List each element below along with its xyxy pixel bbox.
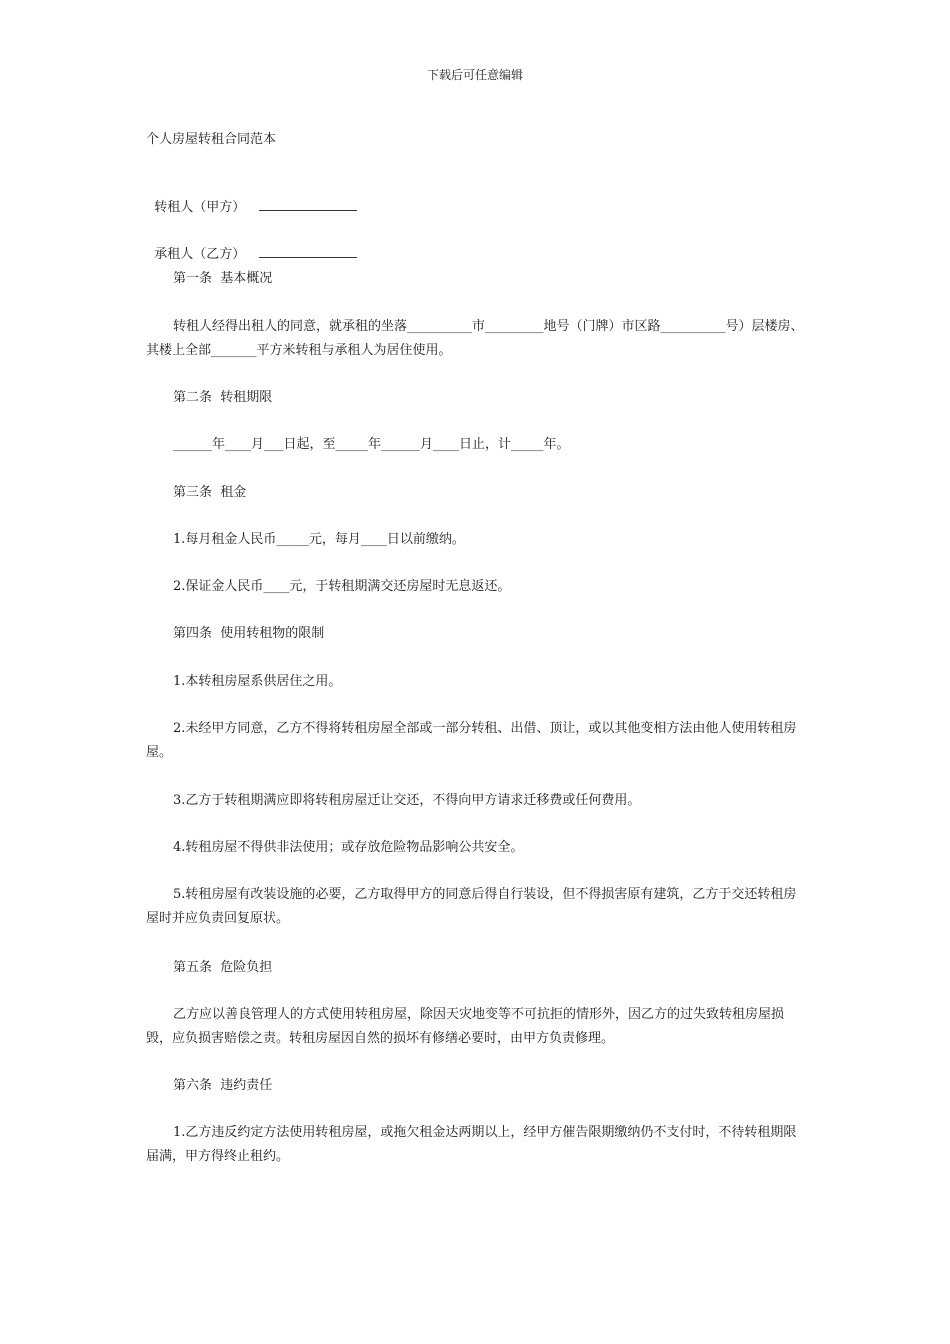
article-4-item-2: 2.未经甲方同意，乙方不得将转租房屋全部或一部分转租、出借、顶让，或以其他变相方法由他人使用转租房屋。 — [146, 721, 797, 760]
sublessor-blank — [259, 200, 357, 211]
article-4-heading: 第四条 使用转租物的限制 — [173, 626, 325, 641]
page-header: 下载后可任意编辑 — [426, 68, 523, 82]
article-3-item-1: 1.每月租金人民币_____元，每月____日以前缴纳。 — [173, 532, 465, 547]
lessee-label: 承租人（乙方） — [154, 247, 246, 262]
lessee-blank — [259, 247, 357, 258]
document-title: 个人房屋转租合同范本 — [146, 132, 277, 147]
article-2-body: ______年____月___日起，至_____年______月____日止，计_____年。 — [173, 437, 570, 452]
article-5-heading: 第五条 危险负担 — [173, 960, 273, 975]
article-4-item-5: 5.转租房屋有改装设施的必要，乙方取得甲方的同意后得自行装设，但不得损害原有建筑，乙方于交还转租房屋时并应负责回复原状。 — [146, 887, 797, 926]
sublessor-field — [146, 172, 806, 220]
article-3-item-2: 2.保证金人民币____元，于转租期满交还房屋时无息返还。 — [173, 579, 511, 594]
lessee-field — [146, 219, 806, 267]
article-4-item-4: 4.转租房屋不得供非法使用；或存放危险物品影响公共安全。 — [173, 840, 524, 855]
article-4-item-3: 3.乙方于转租期满应即将转租房屋迁让交还，不得向甲方请求迁移费或任何费用。 — [173, 793, 641, 808]
sublessor-label: 转租人（甲方） — [154, 200, 246, 215]
article-4-item-1: 1.本转租房屋系供居住之用。 — [173, 674, 342, 689]
article-3-heading: 第三条 租金 — [173, 485, 247, 500]
article-2-heading: 第二条 转租期限 — [173, 390, 273, 405]
article-6-item-1: 1.乙方违反约定方法使用转租房屋，或拖欠租金达两期以上，经甲方催告限期缴纳仍不支付时，不待转租期限届满，甲方得终止租约。 — [146, 1125, 797, 1164]
article-5-body: 乙方应以善良管理人的方式使用转租房屋，除因天灾地变等不可抗拒的情形外，因乙方的过失致转租房屋损毁，应负损害赔偿之责。转租房屋因自然的损坏有修缮必要时，由甲方负责修理。 — [146, 1007, 785, 1046]
article-1-body: 转租人经得出租人的同意，就承租的坐落__________市_________地号（门牌）市区路__________号）层楼房、其楼上全部_______平方米转租与承租人为居住使用。 — [146, 319, 804, 358]
article-1-heading: 第一条 基本概况 — [173, 271, 273, 286]
article-6-heading: 第六条 违约责任 — [173, 1078, 273, 1093]
